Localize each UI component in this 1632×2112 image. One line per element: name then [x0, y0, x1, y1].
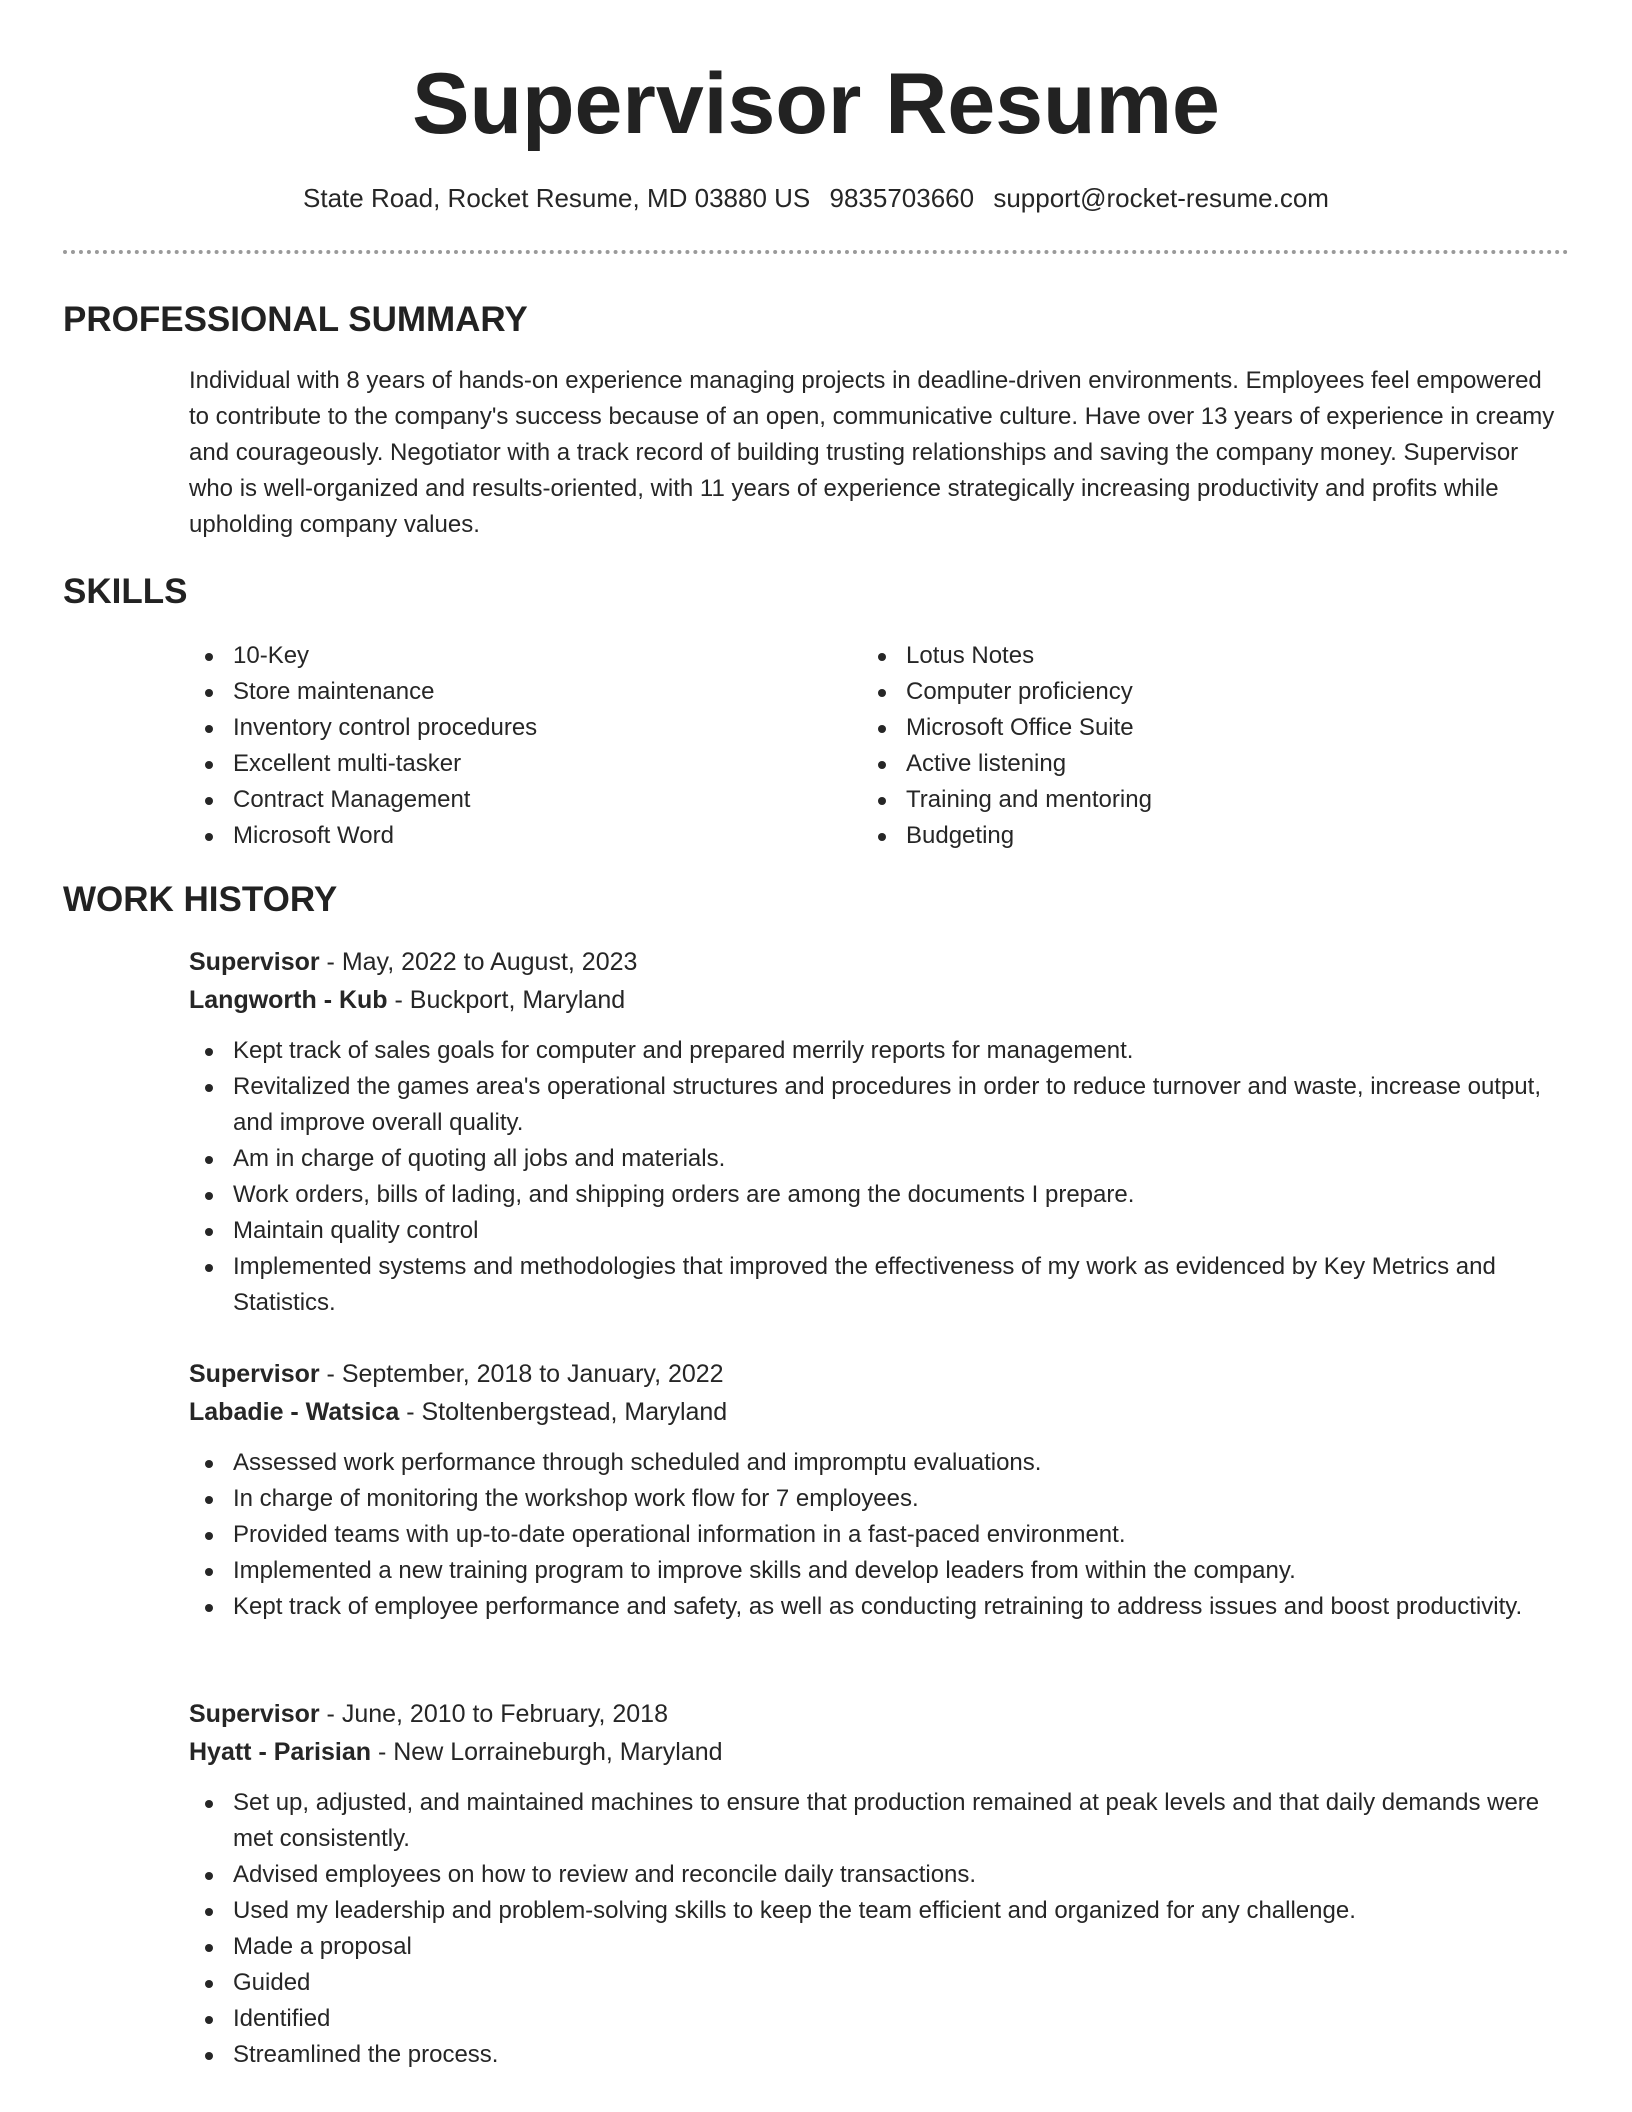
job-bullets — [145, 1785, 1569, 2073]
job-bullet: In charge of monitoring the workshop work flow for 7 employees. — [145, 1481, 1569, 1517]
job-bullet: Guided — [145, 1965, 1569, 2001]
skills-list-right — [862, 638, 1482, 854]
job-bullet: Streamlined the process. — [145, 2037, 1569, 2073]
skill-item: Store maintenance — [189, 674, 809, 710]
section-title-skills: SKILLS — [63, 572, 188, 611]
skill-item: Budgeting — [862, 818, 1482, 854]
job-company: Labadie - Watsica — [189, 1398, 400, 1426]
job-company-line — [189, 1393, 1569, 1431]
job-bullet: Assessed work performance through scheduled and impromptu evaluations. — [145, 1445, 1569, 1481]
job-bullet: Am in charge of quoting all jobs and materials. — [145, 1141, 1569, 1177]
job-company: Hyatt - Parisian — [189, 1738, 372, 1766]
resume-title: Supervisor Resume — [412, 56, 1220, 152]
skills-list-left — [189, 638, 809, 854]
job-entry — [189, 943, 1569, 1321]
job-bullet: Kept track of sales goals for computer and prepared merrily reports for management. — [145, 1033, 1569, 1069]
job-title-line — [189, 943, 1569, 981]
job-bullet: Set up, adjusted, and maintained machines to ensure that production remained at peak levels and that daily demands were met consistently. — [145, 1785, 1569, 1857]
job-bullet: Work orders, bills of lading, and shipping orders are among the documents I prepare. — [145, 1177, 1569, 1213]
job-location: - Buckport, Maryland — [387, 986, 626, 1014]
job-bullet: Used my leadership and problem-solving skills to keep the team efficient and organized for any challenge. — [145, 1893, 1569, 1929]
section-title-summary: PROFESSIONAL SUMMARY — [63, 300, 528, 339]
job-title: Supervisor — [189, 948, 320, 976]
skill-item: Contract Management — [189, 782, 809, 818]
job-bullet: Implemented a new training program to improve skills and develop leaders from within the company. — [145, 1553, 1569, 1589]
job-bullets — [145, 1033, 1569, 1321]
skill-item: Lotus Notes — [862, 638, 1482, 674]
skill-item: 10-Key — [189, 638, 809, 674]
skill-item: Active listening — [862, 746, 1482, 782]
job-location: - New Lorraineburgh, Maryland — [371, 1738, 723, 1766]
job-bullets — [145, 1445, 1569, 1625]
job-entry — [189, 1695, 1569, 2073]
job-company-line — [189, 981, 1569, 1019]
job-title: Supervisor — [189, 1360, 320, 1388]
skill-item: Microsoft Word — [189, 818, 809, 854]
skill-item: Computer proficiency — [862, 674, 1482, 710]
job-bullet: Kept track of employee performance and safety, as well as conducting retraining to address issues and boost productivity. — [145, 1589, 1569, 1625]
professional-summary: Individual with 8 years of hands-on experience managing projects in deadline-driven environments. Employees feel empowered to contribute to the company's success because of an open, communicative culture. Have over 13 years of experience in creamy and courageously. Negotiator with a track record of building trusting relationships and saving the company money. Supervisor who is well-organized and results-oriented, with 11 years of experience strategically increasing productivity and profits while upholding company values. — [189, 367, 1555, 538]
job-company: Langworth - Kub — [189, 986, 388, 1014]
job-bullet: Made a proposal — [145, 1929, 1569, 1965]
section-title-work-history: WORK HISTORY — [63, 880, 338, 919]
contact-line — [0, 178, 1632, 218]
job-location: - Stoltenbergstead, Maryland — [399, 1398, 728, 1426]
skill-item: Microsoft Office Suite — [862, 710, 1482, 746]
job-title: Supervisor — [189, 1700, 320, 1728]
job-dates: - September, 2018 to January, 2022 — [319, 1360, 724, 1388]
job-bullet: Advised employees on how to review and reconcile daily transactions. — [145, 1857, 1569, 1893]
job-bullet: Maintain quality control — [145, 1213, 1569, 1249]
job-title-line — [189, 1695, 1569, 1733]
contact-email: support@rocket-resume.com — [993, 183, 1329, 213]
job-dates: - May, 2022 to August, 2023 — [319, 948, 638, 976]
job-bullet: Implemented systems and methodologies that improved the effectiveness of my work as evidenced by Key Metrics and Statistics. — [145, 1249, 1569, 1321]
job-bullet: Revitalized the games area's operational structures and procedures in order to reduce turnover and waste, increase output, and improve overall quality. — [145, 1069, 1569, 1141]
job-company-line — [189, 1733, 1569, 1771]
job-entry — [189, 1355, 1569, 1625]
header-divider — [63, 250, 1569, 254]
skill-item: Excellent multi-tasker — [189, 746, 809, 782]
job-bullet: Identified — [145, 2001, 1569, 2037]
job-dates: - June, 2010 to February, 2018 — [319, 1700, 668, 1728]
skill-item: Training and mentoring — [862, 782, 1482, 818]
contact-address: State Road, Rocket Resume, MD 03880 US — [303, 183, 811, 213]
skill-item: Inventory control procedures — [189, 710, 809, 746]
job-bullet: Provided teams with up-to-date operational information in a fast-paced environment. — [145, 1517, 1569, 1553]
job-title-line — [189, 1355, 1569, 1393]
contact-phone: 9835703660 — [829, 183, 975, 213]
